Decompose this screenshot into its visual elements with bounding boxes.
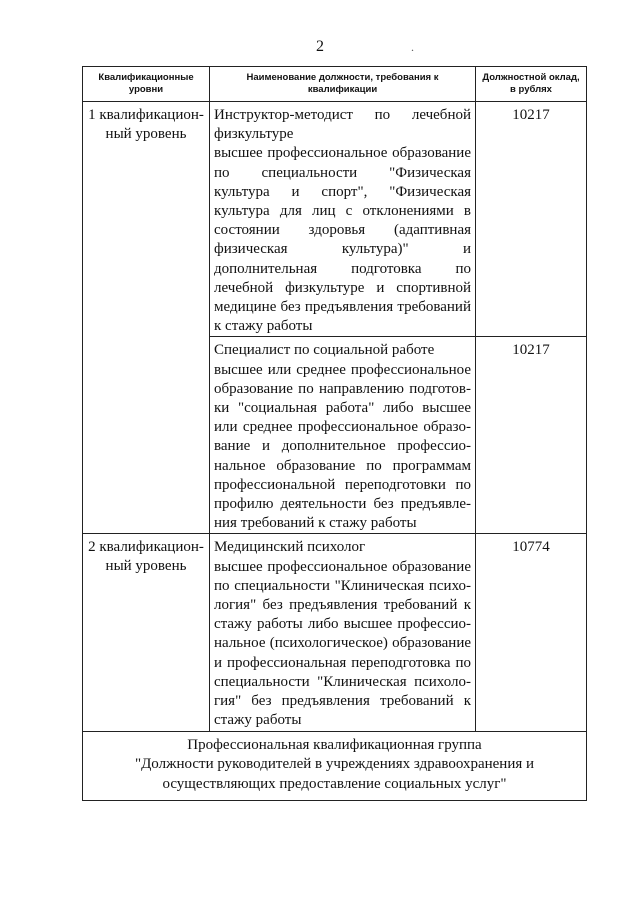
qualification-table bbox=[82, 66, 587, 801]
position-requirements: высшее или среднее профессиональное образование по направлению подготов-ки "социальная работа" либо высшее или среднее профессиональное образо-вание и дополнительное профессио-нальное образование по программам профессиональной переподготовки по профилю деятельности без предъявле-ния требований к стажу работы bbox=[214, 361, 471, 532]
position-requirements: высшее профессиональное образование по специальности "Физическая культура и спорт", "Физическая культура для лиц с отклонениями в состоянии здоровья (адаптивная физическая культура)" и дополнительная подготовка по лечебной физкультуре и спортивной медицине без предъявления требований к стажу работы bbox=[214, 145, 471, 335]
position-title: Медицинский психолог bbox=[214, 539, 366, 556]
scan-artifact-dot: . bbox=[411, 40, 414, 54]
position-cell bbox=[210, 534, 476, 731]
table-row bbox=[83, 534, 587, 731]
page-number: 2 bbox=[316, 38, 324, 55]
position-title: Инструктор-методист по лечебной физкультуре bbox=[214, 107, 471, 143]
salary-value: 10217 bbox=[476, 102, 587, 337]
group-heading bbox=[83, 731, 587, 801]
salary-value: 10774 bbox=[476, 534, 587, 731]
qualification-level-1: 1 квалификацион-ный уровень bbox=[83, 102, 210, 534]
table-header-row bbox=[83, 67, 587, 102]
header-salary: Должностной оклад, в рублях bbox=[476, 67, 587, 102]
group-heading-row bbox=[83, 731, 587, 801]
salary-value: 10217 bbox=[476, 337, 587, 534]
position-cell bbox=[210, 337, 476, 534]
header-level: Квалификационные уровни bbox=[83, 67, 210, 102]
position-requirements: высшее профессиональное образование по специальности "Клиническая психо-логия" без предъявления требований к стажу работы либо высшее профессио-нальное (психологическое) образование и профессиональная переподготовка по специальности "Клиническая психоло-гия" без предъявления требований к стажу работы bbox=[214, 558, 471, 729]
table-row bbox=[83, 102, 587, 337]
group-heading-line1: Профессиональная квалификационная группа bbox=[187, 736, 482, 753]
group-heading-line2: "Должности руководителей в учреждениях здравоохранения и осуществляющих предоставление социальных услуг" bbox=[134, 756, 535, 792]
qualification-level-2: 2 квалификацион-ный уровень bbox=[83, 534, 210, 731]
position-title: Специалист по социальной работе bbox=[214, 342, 435, 359]
position-cell bbox=[210, 102, 476, 337]
header-position: Наименование должности, требования к квалификации bbox=[210, 67, 476, 102]
